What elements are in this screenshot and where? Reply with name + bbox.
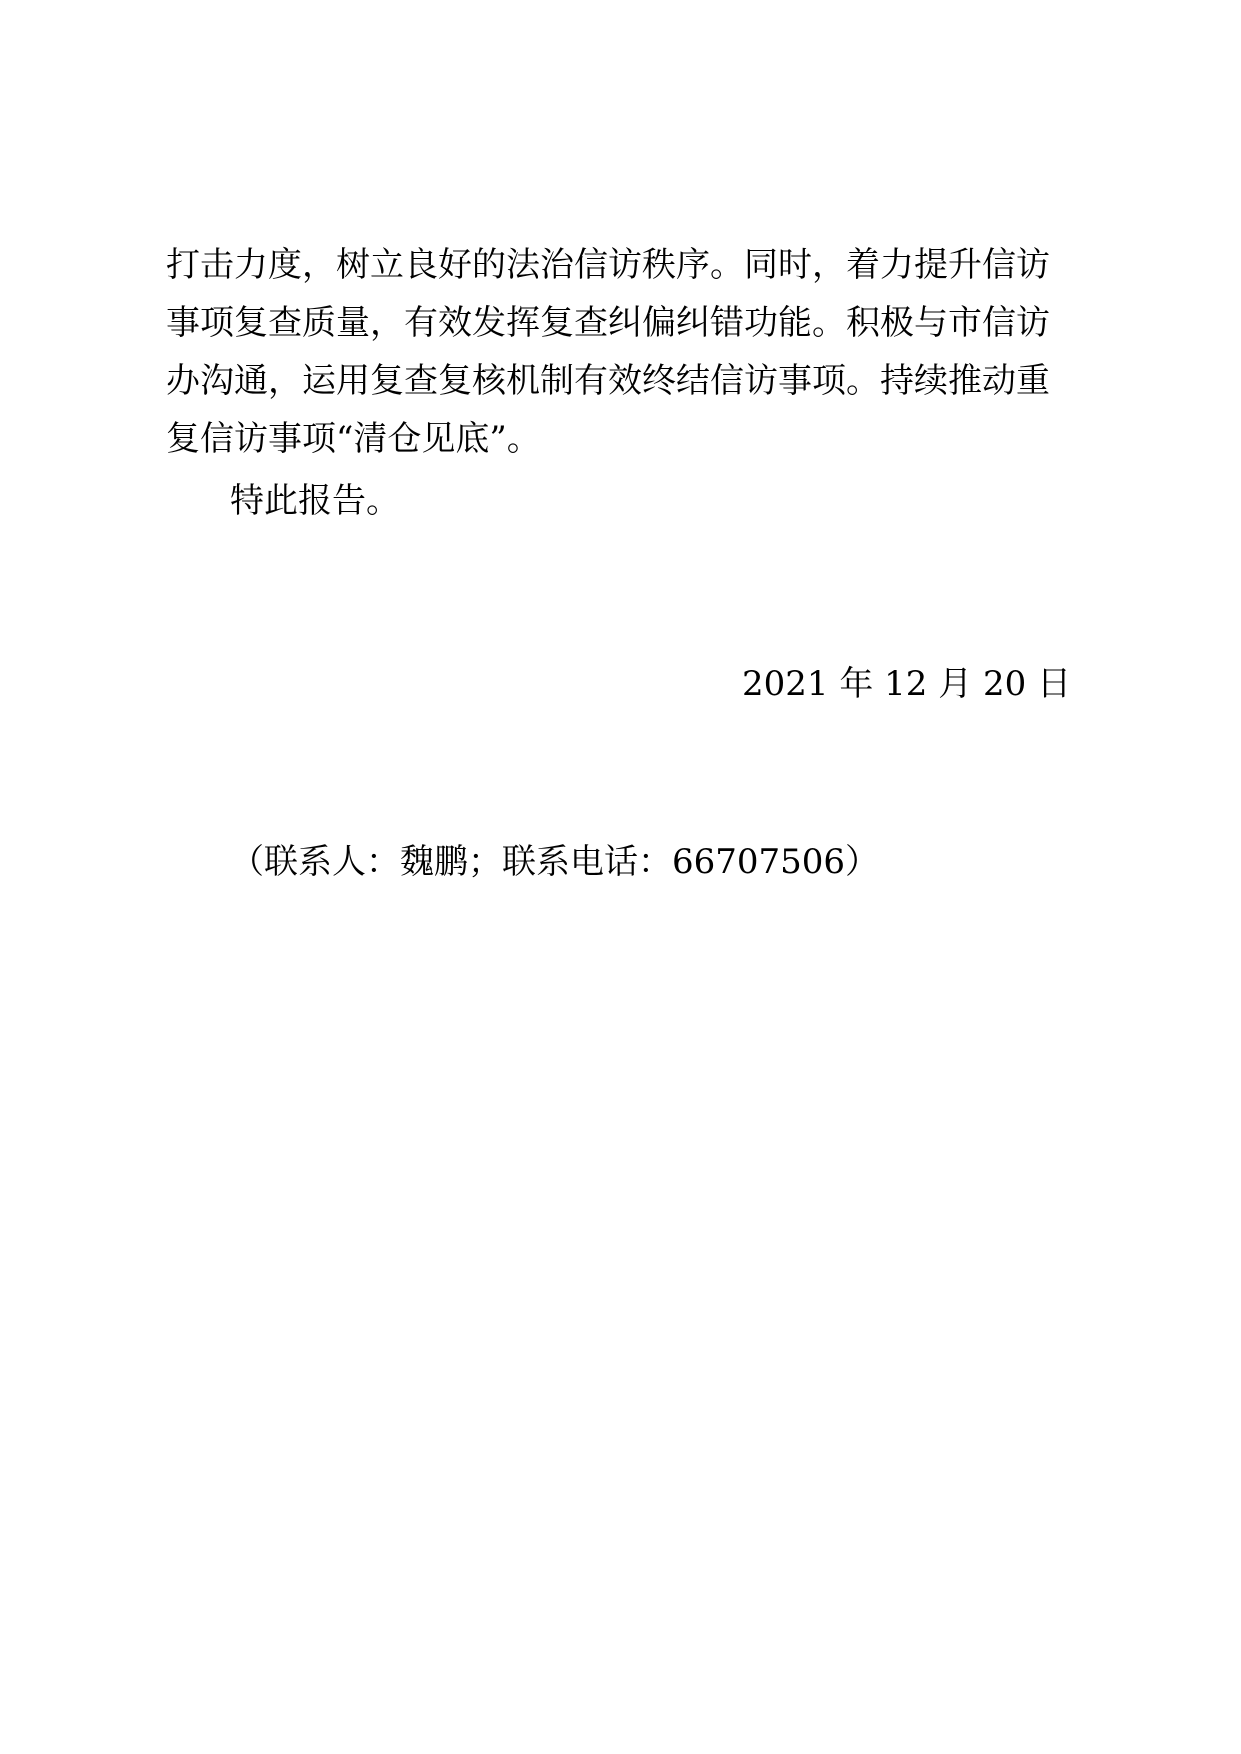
body-paragraph (166, 236, 1086, 468)
paragraph-line: 打击力度，树立良好的法治信访秩序。同时，着力提升信访 (166, 245, 1050, 285)
paragraph-line: 事项复查质量，有效发挥复查纠偏纠错功能。积极与市信访 (166, 303, 1050, 343)
report-date: 2021 年 12 月 20 日 (742, 664, 1072, 704)
contact-info: （联系人：魏鹏；联系电话：66707506） (230, 842, 880, 882)
closing-statement: 特此报告。 (230, 481, 400, 521)
paragraph-line: 复信访事项“清仓见底”。 (166, 419, 541, 459)
paragraph-line: 办沟通，运用复查复核机制有效终结信访事项。持续推动重 (166, 361, 1050, 401)
